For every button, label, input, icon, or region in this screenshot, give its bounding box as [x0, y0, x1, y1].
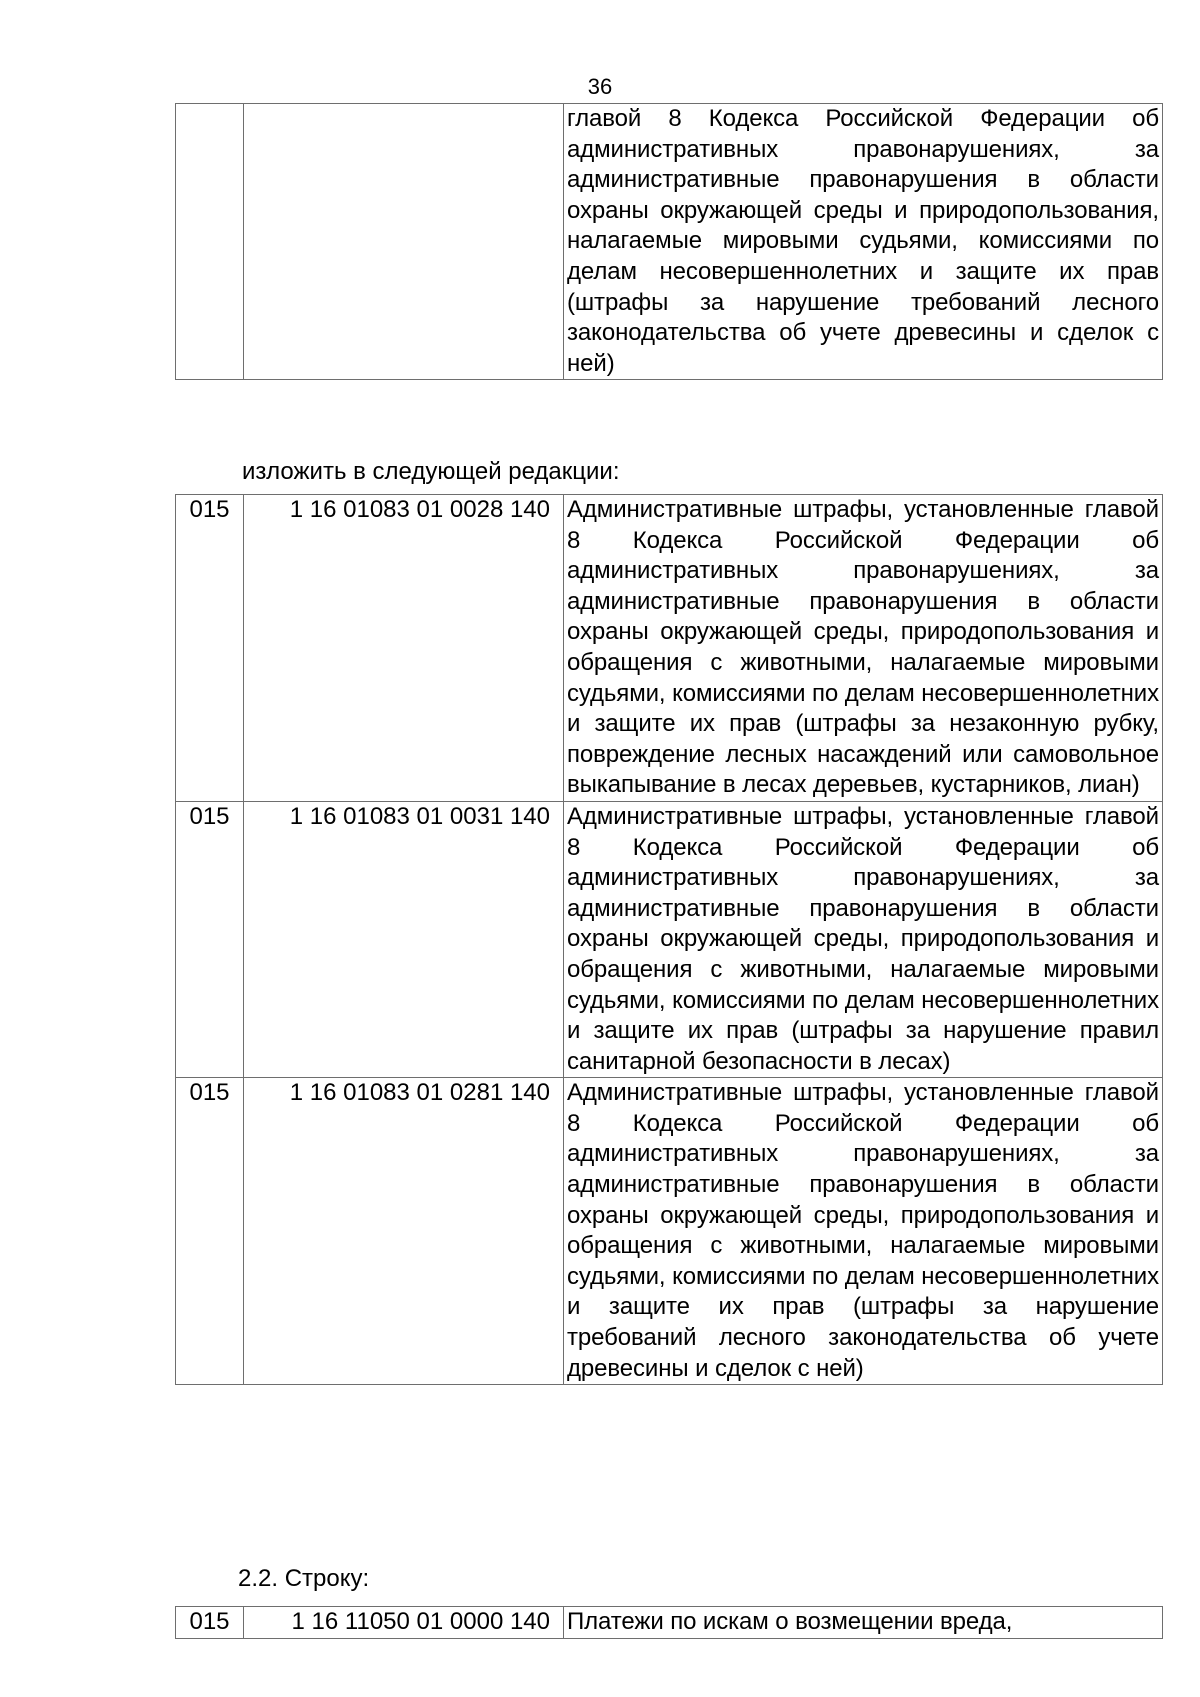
next-row-table — [175, 1606, 1163, 1639]
kbk-code-cell — [244, 104, 564, 380]
intro-text: изложить в следующей редакции: — [242, 458, 620, 485]
kbk-code-cell: 1 16 01083 01 0028 140 — [244, 495, 564, 802]
admin-code-cell — [176, 104, 244, 380]
admin-code-cell: 015 — [176, 1607, 244, 1639]
continuation-table — [175, 103, 1163, 380]
kbk-code-cell: 1 16 11050 01 0000 140 — [244, 1607, 564, 1639]
section-heading: 2.2. Строку: — [238, 1565, 370, 1592]
description-cell: главой 8 Кодекса Российской Федерации об административных правонарушениях, за административные правонарушения в области охраны окружающей среды и природопользования, налагаемые мировыми судьями, комиссиями по делам несовершеннолетних и защите их прав (штрафы за нарушение требований лесного законодательства об учете древесины и сделок с ней) — [564, 104, 1163, 380]
kbk-code-cell: 1 16 01083 01 0281 140 — [244, 1078, 564, 1385]
description-cell: Административные штрафы, установленные главой 8 Кодекса Российской Федерации об административных правонарушениях, за административные правонарушения в области охраны окружающей среды, природопользования и обращения с животными, налагаемые мировыми судьями, комиссиями по делам несовершеннолетних и защите их прав (штрафы за нарушение правил санитарной безопасности в лесах) — [564, 801, 1163, 1077]
description-cell: Платежи по искам о возмещении вреда, — [564, 1607, 1163, 1639]
table-row — [176, 1607, 1163, 1639]
admin-code-cell: 015 — [176, 495, 244, 802]
page-number: 36 — [587, 74, 613, 99]
kbk-code-cell: 1 16 01083 01 0031 140 — [244, 801, 564, 1077]
table-row — [176, 495, 1163, 802]
new-edition-table — [175, 494, 1163, 1385]
description-cell: Административные штрафы, установленные главой 8 Кодекса Российской Федерации об административных правонарушениях, за административные правонарушения в области охраны окружающей среды, природопользования и обращения с животными, налагаемые мировыми судьями, комиссиями по делам несовершеннолетних и защите их прав (штрафы за незаконную рубку, повреждение лесных насаждений или самовольное выкапывание в лесах деревьев, кустарников, лиан) — [564, 495, 1163, 802]
table-row — [176, 1078, 1163, 1385]
admin-code-cell: 015 — [176, 801, 244, 1077]
table-row — [176, 801, 1163, 1077]
table-row — [176, 104, 1163, 380]
description-cell: Административные штрафы, установленные главой 8 Кодекса Российской Федерации об административных правонарушениях, за административные правонарушения в области охраны окружающей среды, природопользования и обращения с животными, налагаемые мировыми судьями, комиссиями по делам несовершеннолетних и защите их прав (штрафы за нарушение требований лесного законодательства об учете древесины и сделок с ней) — [564, 1078, 1163, 1385]
admin-code-cell: 015 — [176, 1078, 244, 1385]
